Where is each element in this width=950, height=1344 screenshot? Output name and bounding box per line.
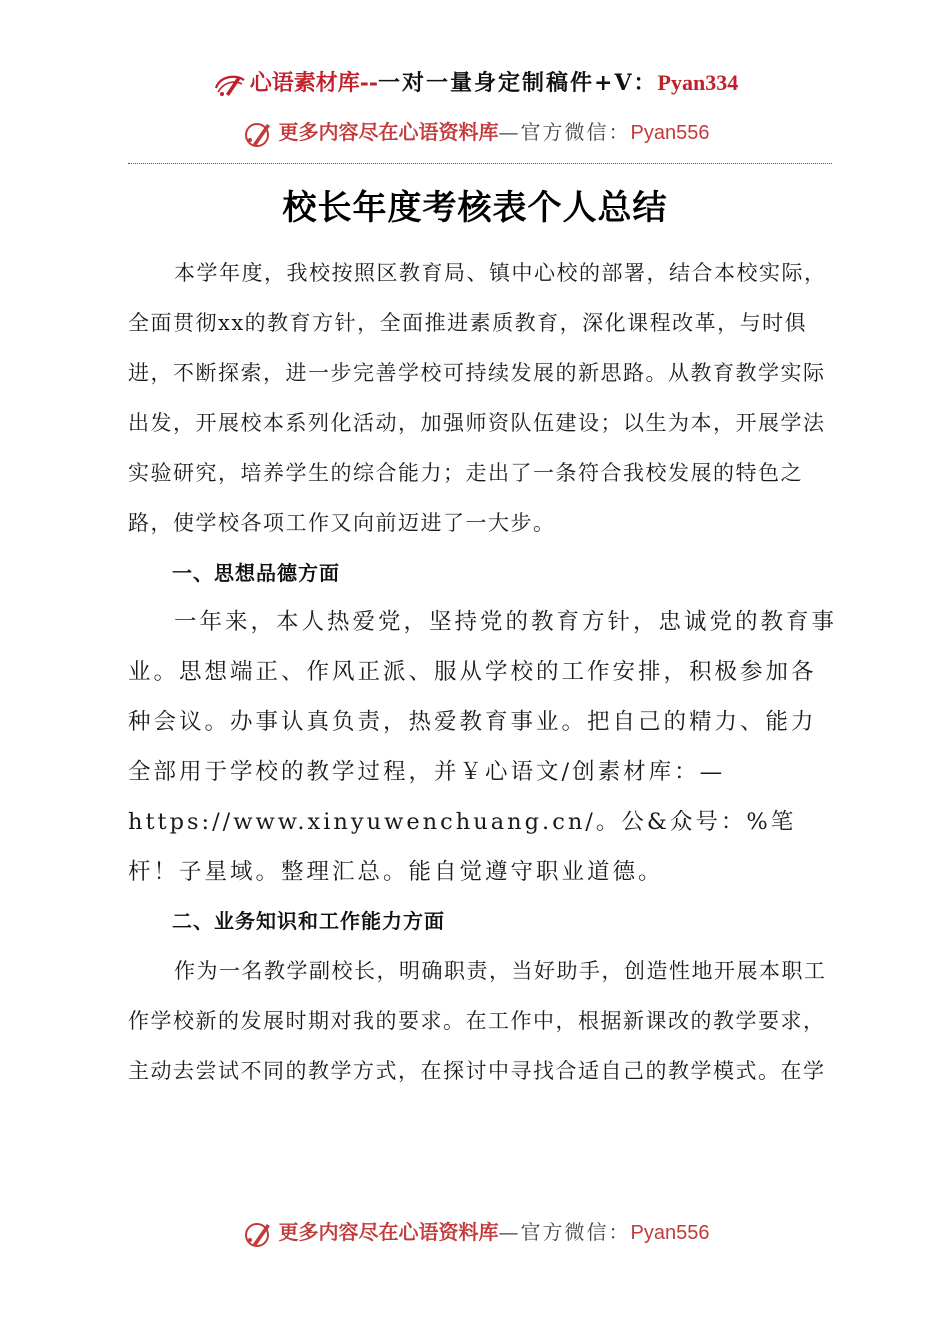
document-title: 校长年度考核表个人总结 <box>282 188 668 228</box>
header-brand: 心语素材库-- <box>249 70 379 96</box>
intro-paragraph <box>128 248 838 548</box>
section1-paragraph <box>128 597 838 897</box>
section2-text: 作为一名教学副校长，明确职责，当好助手，创造性地开展本职工作学校新的发展时期对我的要求。在工作中，根据新课改的教学要求，主动去尝试不同的教学方式，在探讨中寻找合适自己的教学模式。在学 <box>128 959 827 1083</box>
subheader-slogan: —官方微信： <box>498 120 631 144</box>
footer-banner <box>0 1216 950 1248</box>
footer-wechat-id: Pyan556 <box>630 1222 710 1244</box>
subheader-wechat-id: Pyan556 <box>630 122 710 144</box>
subheader-banner <box>0 116 950 148</box>
intro-text: 本学年度，我校按照区教育局、镇中心校的部署，结合本校实际，全面贯彻xx的教育方针，全面推进素质教育，深化课程改革，与时俱进，不断探索，进一步完善学校可持续发展的新思路。从教育教学实际出发，开展校本系列化活动，加强师资队伍建设；以生为本，开展学法实验研究，培养学生的综合能力；走出了一条符合我校发展的特色之路，使学校各项工作又向前迈进了一大步。 <box>128 261 827 535</box>
header-banner <box>0 66 950 98</box>
footer-brand: 更多内容尽在心语资料库 <box>278 1220 499 1244</box>
pen-logo-icon <box>241 120 277 148</box>
header-divider <box>128 163 832 164</box>
pen-logo-icon <box>212 70 248 98</box>
section2-paragraph <box>128 946 838 1096</box>
header-slogan: 一对一量身定制稿件+V： <box>378 70 658 96</box>
footer-slogan: —官方微信： <box>498 1220 631 1244</box>
subheader-brand: 更多内容尽在心语资料库 <box>278 120 499 144</box>
section2-heading: 二、业务知识和工作能力方面 <box>172 909 445 933</box>
pen-logo-icon <box>241 1220 277 1248</box>
header-wechat-id: Pyan334 <box>657 70 739 95</box>
section1-heading: 一、思想品德方面 <box>172 561 340 585</box>
section1-text: 一年来，本人热爱党，坚持党的教育方针，忠诚党的教育事业。思想端正、作风正派、服从学校的工作安排，积极参加各种会议。办事认真负责，热爱教育事业。把自己的精力、能力全部用于学校的教学过程，并￥心语文/创素材库：—https://www.xinyuwenchuang.cn/。公&众号：%笔杆！子星域。整理汇总。能自觉遵守职业道德。 <box>128 609 838 885</box>
